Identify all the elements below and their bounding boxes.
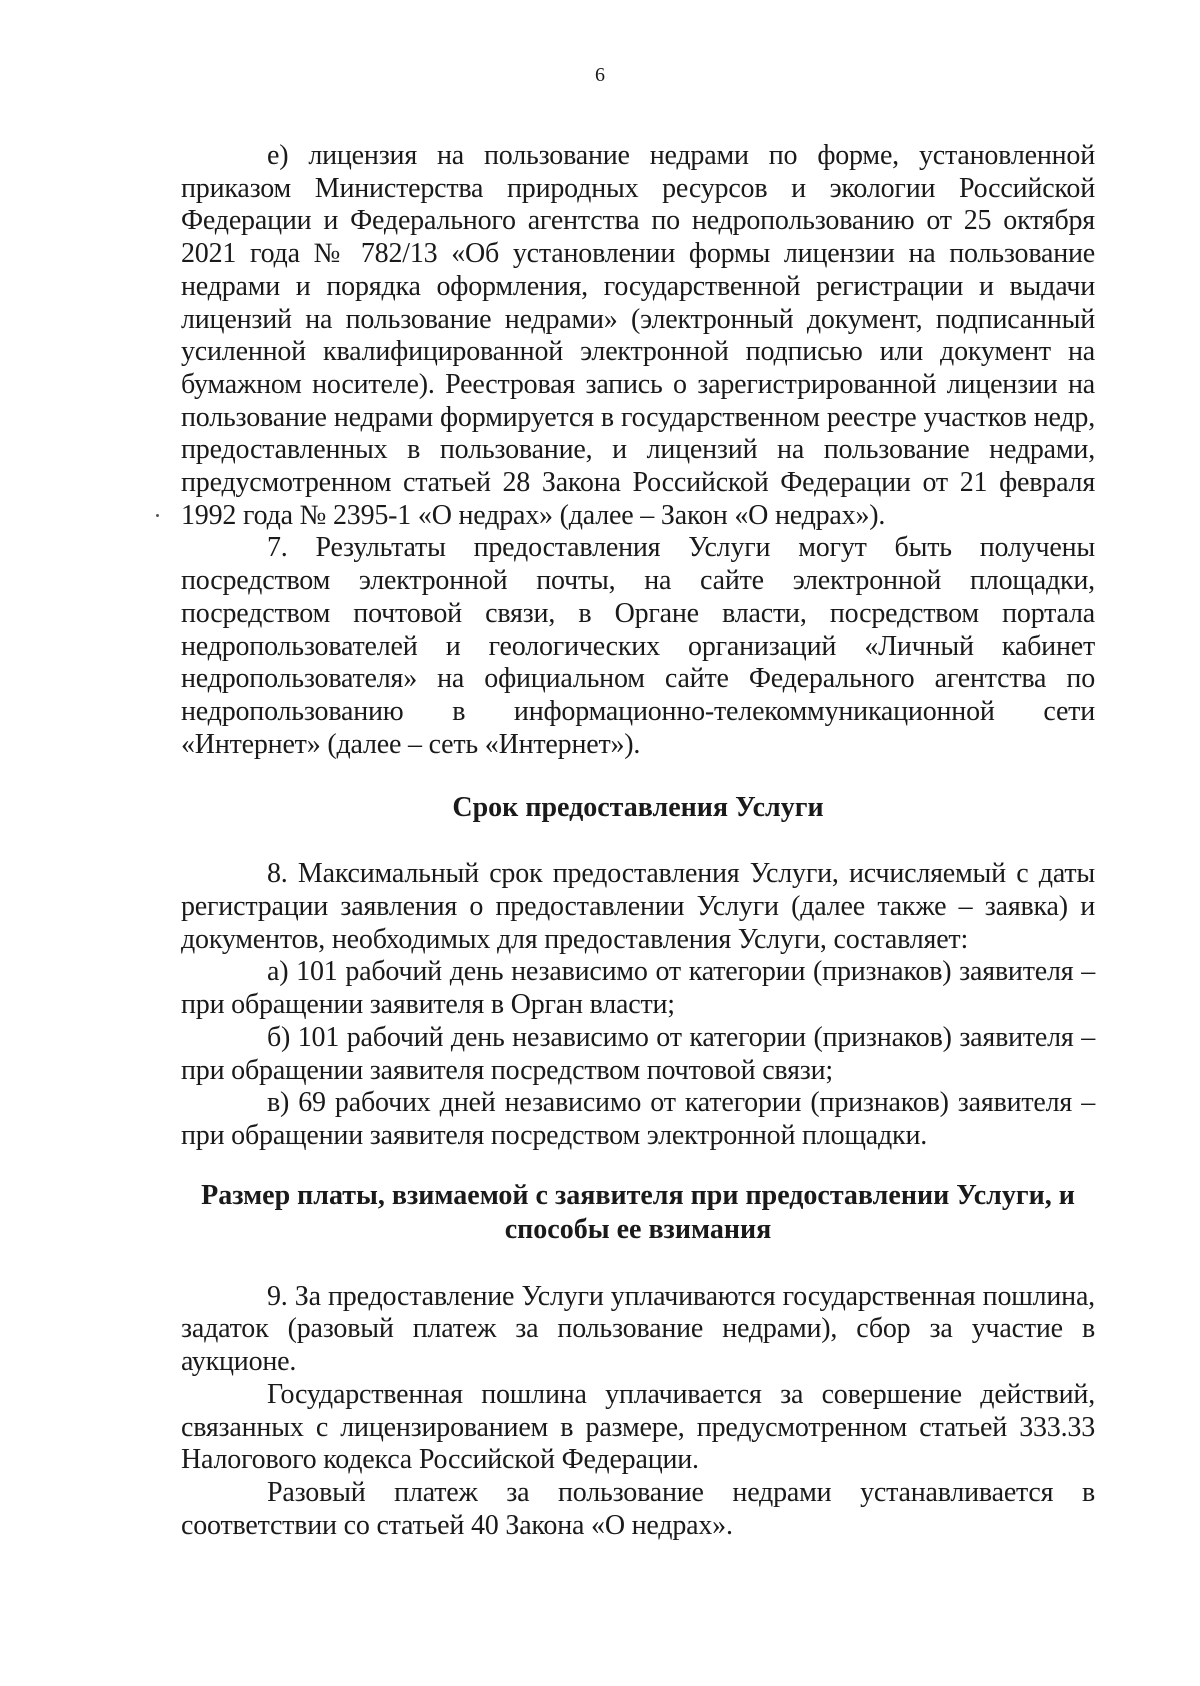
- paragraph-one-time-payment: Разовый платеж за пользование недрами устанавливается в соответствии со статьей 40 Закона «О недрах».: [181, 1476, 1095, 1541]
- paragraph-results: 7. Результаты предоставления Услуги могут быть получены посредством электронной почты, на сайте электронной площадки, посредством почтовой связи, в Органе власти, посредством портала недропользователей и геологических организаций «Личный кабинет недропользователя» на официальном сайте Федерального агентства по недропользованию в информационно-телекоммуникационной сети «Интернет» (далее – сеть «Интернет»).: [181, 532, 1095, 760]
- margin-mark: [156, 514, 159, 517]
- heading-fee-line1: Размер платы, взимаемой с заявителя при предоставлении Услуги, и: [201, 1179, 1075, 1211]
- paragraph-term-c: в) 69 рабочих дней независимо от категории (признаков) заявителя – при обращении заявителя посредством электронной площадки.: [181, 1087, 1095, 1151]
- paragraph-license-form: е) лицензия на пользование недрами по форме, установленной приказом Министерства природных ресурсов и экологии Российской Федерации и Федерального агентства по недропользованию от 25 октября 2021 года № 782/13 «Об установлении формы лицензии на пользование недрами и порядка оформления, государственной регистрации и выдачи лицензий на пользование недрами» (электронный документ, подписанный усиленной квалифицированной электронной подписью или документ на бумажном носителе). Реестровая запись о зарегистрированной лицензии на пользование недрами формируется в государственном реестре участков недр, предоставленных в пользование, и лицензий на пользование недрами, предусмотренном статьей 28 Закона Российской Федерации от 21 февраля 1992 года № 2395-1 «О недрах» (далее – Закон «О недрах»).: [181, 140, 1095, 531]
- heading-service-term: Срок предоставления Услуги: [452, 792, 824, 824]
- heading-fee-line2: способы ее взимания: [504, 1213, 772, 1245]
- paragraph-term-b: б) 101 рабочий день независимо от категории (признаков) заявителя – при обращении заявителя посредством почтовой связи;: [181, 1021, 1095, 1086]
- document-body: [181, 140, 1095, 1542]
- heading-fee: [181, 1179, 1095, 1247]
- page-number: 6: [595, 64, 605, 86]
- paragraph-term-a: а) 101 рабочий день независимо от категории (признаков) заявителя – при обращении заявителя в Орган власти;: [181, 956, 1095, 1021]
- paragraph-state-duty: Государственная пошлина уплачивается за совершение действий, связанных с лицензированием в размере, предусмотренном статьей 333.33 Налогового кодекса Российской Федерации.: [181, 1378, 1095, 1476]
- paragraph-max-term: 8. Максимальный срок предоставления Услуги, исчисляемый с даты регистрации заявления о предоставлении Услуги (далее также – заявка) и документов, необходимых для предоставления Услуги, составляет:: [181, 858, 1095, 955]
- paragraph-fee-types: 9. За предоставление Услуги уплачиваются государственная пошлина, задаток (разовый платеж за пользование недрами), сбор за участие в аукционе.: [181, 1280, 1095, 1378]
